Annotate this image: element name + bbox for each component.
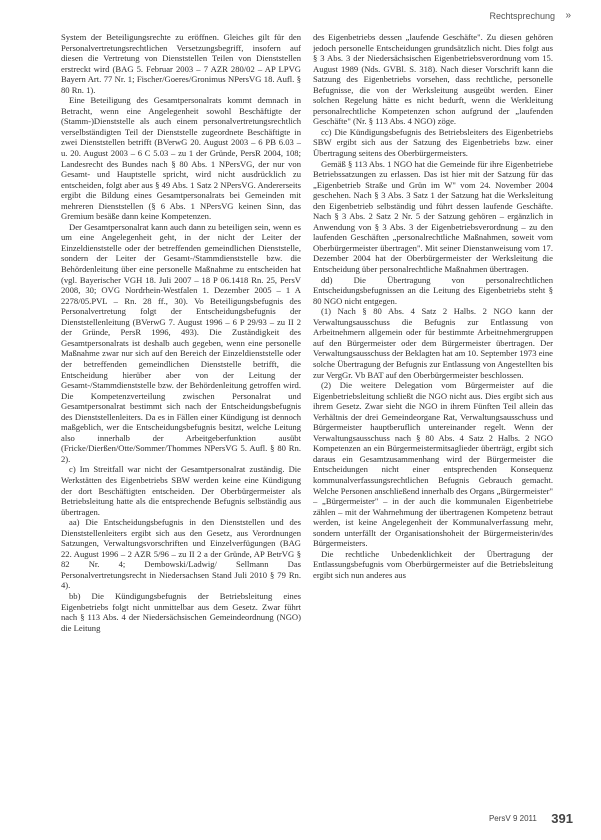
paragraph: dd) Die Übertragung von personalrechtlichen Entscheidungsbefugnissen an die Leitung des Eigenbetriebs steht § 80 NGO nicht entgegen.: [313, 274, 553, 306]
paragraph: des Eigenbetriebs dessen „laufende Geschäfte". Zu diesen gehören jedoch personelle Entscheidungen grundsätzlich nicht. Dies folgt aus § 3 Abs. 3 der Niedersächsischen Eigenbetriebsverordnung vom 15. August 1989 (Nds. GVBl. S. 318). Nach dieser Vorschrift kann die Satzung des Eigenbetriebs vorsehen, dass rechtliche, personelle Befugnisse, die von der Werksleitung ausgeübt werden. Einer solchen Regelung hätte es nicht bedurft, wenn die Werkleitung personalrechtliche Kompetenzen schon aufgrund der „laufenden Geschäfte" (Nr. § 113 Abs. 4 NGO) zöge.: [313, 32, 553, 127]
right-column: [313, 32, 553, 810]
paragraph: (1) Nach § 80 Abs. 4 Satz 2 Halbs. 2 NGO kann der Verwaltungsausschuss die Befugnis zur Entlassung von Arbeitnehmern allgemein oder für bestimmte Arbeitnehmergruppen auf den Bürgermeister oder dem Bürgermeister übertragen. Der Verwaltungsausschuss der Beklagten hat am 10. September 1973 eine solche Übertragung der Befugnis zur Entlassung von Angestellten bis zur VergGr. Vb BAT auf den Oberbürgermeister beschlossen.: [313, 306, 553, 380]
left-column: [61, 32, 301, 810]
page-number: 391: [551, 811, 573, 826]
paragraph: Die rechtliche Unbedenklichkeit der Übertragung der Entlassungsbefugnis vom Oberbürgermeister auf die Betriebsleitung ergibt sich nun anderes aus: [313, 548, 553, 580]
paragraph: System der Beteiligungsrechte zu eröffnen. Gleiches gilt für den Personalvertretungsrechtlichen Versetzungsbegriff, insofern auf diesen die Vertretung von Dienststellen Teilen von Dienststellen erstreckt wird (BAG 5. Februar 2003 – 7 AZR 280/02 – AP LPVG Bayern Art. 77 Nr. 1; Fischer/Goeres/Gronimus NPersVG 18. Aufl. § 80 Rn. 1).: [61, 32, 301, 95]
paragraph: bb) Die Kündigungsbefugnis der Betriebsleitung eines Eigenbetriebs folgt nicht unmittelbar aus dem Gesetz. Zwar führt nach § 113 Abs. 4 der Niedersächsischen Gemeindeordnung (NGO) die Leitung: [61, 590, 301, 633]
paragraph: (2) Die weitere Delegation vom Bürgermeister auf die Eigenbetriebsleitung schließt die NGO nicht aus. Dies ergibt sich aus ihrem Gesetz. Zwar sieht die NGO in ihrem Fünften Teil allein das Verhältnis der drei Gemeindeorgane Rat, Verwaltungsausschuss und Bürgermeister hauptberuflich untereinander regelt. Wenn der Verwaltungsausschuss nach § 80 Abs. 4 Satz 2 Halbs. 2 NGO Kompetenzen an ein Bürgermeistermitsaglieder überträgt, ergibt sich daraus ein Gesamtzusammenhang wird der Bürgermeister die Entscheidungen nicht einer entsprechenden Konsequenz kommunalverfassungsrechtlichen Befugnis Gebrauch gemacht. Welche Personen anschließend innerhalb des Organs „Bürgermeister" – „Bürgermeister" – in der auch die kommunalen Eigenbetriebe zählen – mit der Wahrnehmung der übertragenen Kompetenz betraut werden, ist keine Angelegenheit der Kommunalverfassung mehr, sondern unterfällt der Organisationshoheit der Bürgermeisterin/des Bürgermeisters.: [313, 380, 553, 549]
page-footer: [489, 810, 573, 826]
paragraph: c) Im Streitfall war nicht der Gesamtpersonalrat zuständig. Die Werkstätten des Eigenbetriebs SBW werden keine eine Kündigung der dort Beschäftigten entscheiden. Der Oberbürgermeister als Betriebsleitung hatte als die entsprechende Befugnis selbständig aus übertragen.: [61, 464, 301, 517]
paragraph: Eine Beteiligung des Gesamtpersonalrats kommt demnach in Betracht, wenn eine Angelegenheit sowohl Beschäftigte der (Stamm-)Dienststelle als auch einem personalvertretungsrechtlich verselbständigten Teil der Dienststelle zugeordnete Beschäftigte in zwei Dienststellen betrifft (BVerwG 20. August 2003 – 6 PB 6.03 – u. 20. August 2003 – 6 C 5.03 – zu 1 der Gründe, PersR 2004, 108; Landesrecht des Bundes nach § 80 Abs. 1 NPersVG, der nur von Gesamt- und Hauptstelle spricht, wird nicht ausdrücklich zu entscheiden, folgt aber aus § 49 Abs. 1 Satz 2 NPersVG. Andererseits ergibt die Bildung eines Gesamtpersonalrats bei Gemeinden mit mehreren Dienststellen (§ 6 Abs. 1 NPersVG keinen Sinn, das Gremium besäße dann keine Kompetenzen.: [61, 95, 301, 222]
header-section-title: Rechtsprechung: [489, 11, 555, 21]
paragraph: Gemäß § 113 Abs. 1 NGO hat die Gemeinde für ihre Eigenbetriebe Betriebssatzungen zu erlassen. Das ist hier mit der Satzung für das „Eigenbetrieb Straße und Grün im W" vom 24. November 2004 geschehen. Nach § 3 Abs. 3 Satz 1 der Satzung hat die Werksleitung den Eigenbetrieb selbständig und führt dessen laufende Geschäfte. Nach § 3 Abs. 2 Satz 2 Nr. 5 der Satzung gehören – ergänzlich in Anwendung von § 3 Abs. 3 der Eigenbetriebsverordnung – zu den laufenden Geschäften „personalrechtliche Maßnahmen, soweit vom Oberbürgermeister übertragen". Mit seiner Dienstanweisung vom 17. Dezember 2004 hat der Oberbürgermeister der Werksleitung die Entscheidung über personalrechtliche Maßnahmen übertragen.: [313, 158, 553, 275]
header-arrow-icon: »: [565, 10, 571, 21]
issue-label: PersV 9 2011: [488, 814, 537, 823]
paragraph: cc) Die Kündigungsbefugnis des Betriebsleiters des Eigenbetriebs SBW ergibt sich aus der Satzung des Eigenbetriebs bzw. einer Übertragung seitens des Oberbürgermeisters.: [313, 126, 553, 159]
paragraph: Der Gesamtpersonalrat kann auch dann zu beteiligen sein, wenn es um eine Angelegenheit geht, in der nicht der Leiter der Einzeldienststelle oder der betreffenden gemeindlichen Dienststelle, sondern der Leiter der Gesamt-/Stammdienststelle bzw. die Behördenleitung über eine personelle Maßnahme zu entscheiden hat (vgl. Bayerischer VGH 18. Juli 2007 – 18 P 06.1418 Rn. 25, PersV 2008, 30; OVG Nordrhein-Westfalen 1. Dezember 2005 – 1 A 2278/05.PVL – Rn. 28 ff., 30). Vo Beteiligungsbefugnis des Personalvertretung folgt der Entscheidungsbefugnis der Dienststellenleitung (BVerwG 7. August 1996 – 6 P 29/93 – zu II 2 der Gründe, PersR 1996, 493). Die Zuständigkeit des Gesamtpersonalrats ist deshalb auch gegeben, wenn eine personelle Maßnahme zwar nur sich auf den Bereich der Einzeldienststelle oder der betreffenden gemeindlichen Dienststelle betrifft, die Entscheidung hierüber aber von der Leitung der Gesamt-/Stammdienststelle bzw. der Behördenleitung getroffen wird. Die Kompetenzverteilung zwischen Personalrat und Gesamtpersonalrat bestimmt sich nach der Entscheidungsbefugnis des Dienststellenleiters. Da es in Fällen einer Kündigung ist dennoch maßgeblich, wer die Entscheidungsbefugnis besitzt, welche Leitung also innerhalb der Arbeitgeberfunktion ausübt (Fricke/Dierßen/Otte/Sommer/Thommes NPersVG 5. Aufl. § 80 Rn. 2).: [61, 221, 301, 464]
running-header: [0, 8, 601, 26]
paragraph: aa) Die Entscheidungsbefugnis in den Dienststellen und des Dienststellenleiters ergibt sich aus den Gesetz, aus Verordnungen Satzungen, Verwaltungsvorschriften und Einzelverfügungen (BAG 22. August 1996 – 2 AZR 5/96 – zu II 2 a der Gründe, AP BetrVG § 82 Nr. 4; Dembowski/Ladwig/ Sellmann Das Personalvertretungsrecht in Niedersachsen Stand Juli 2010 § 79 Rn. 4).: [61, 517, 301, 591]
